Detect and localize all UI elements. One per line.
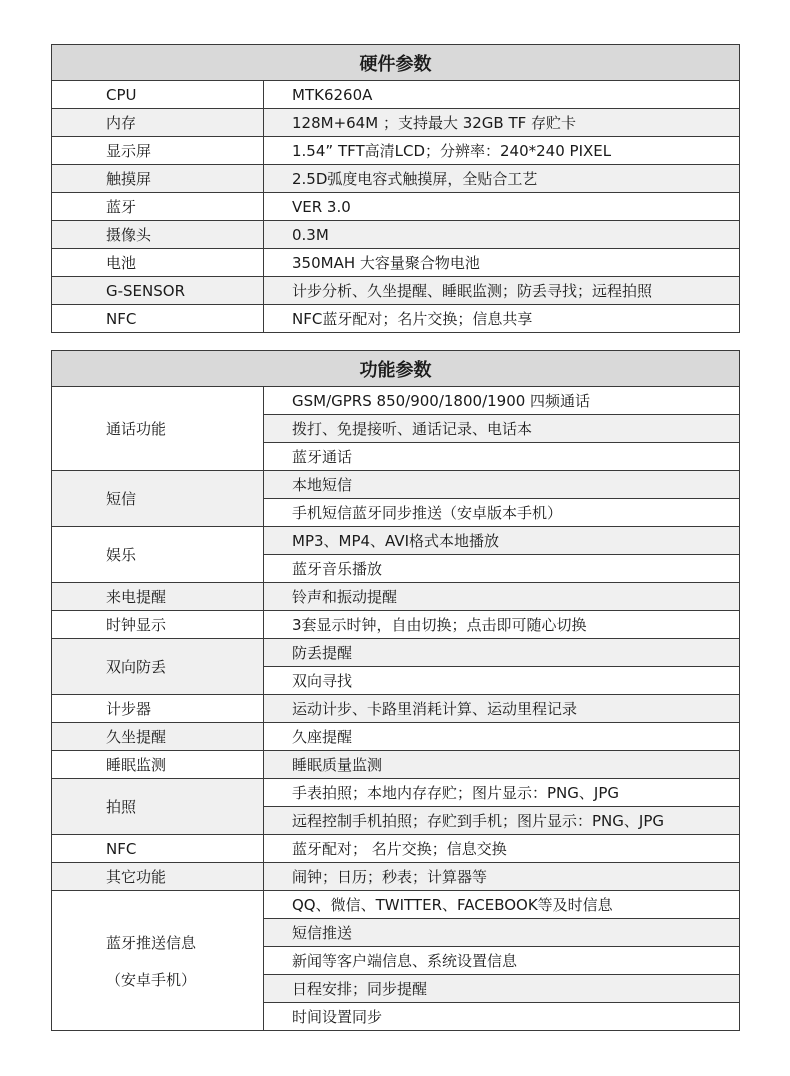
table-row — [52, 583, 740, 611]
function-label-text: 蓝牙推送信息 — [106, 933, 197, 952]
function-label-text: NFC — [106, 839, 137, 858]
spec-label: CPU — [52, 81, 264, 109]
function-value: 手机短信蓝牙同步推送（安卓版本手机） — [264, 499, 740, 527]
table-row — [52, 387, 740, 415]
function-value: 运动计步、卡路里消耗计算、运动里程记录 — [264, 695, 740, 723]
function-value: 蓝牙音乐播放 — [264, 555, 740, 583]
function-value: 闹钟；日历；秒表；计算器等 — [264, 863, 740, 891]
function-label — [52, 723, 264, 751]
function-value: 防丢提醒 — [264, 639, 740, 667]
spec-label: 蓝牙 — [52, 193, 264, 221]
function-label-text: 双向防丢 — [106, 658, 167, 676]
function-label-text: 通话功能 — [106, 420, 167, 438]
function-label — [52, 527, 264, 583]
function-value: 时间设置同步 — [264, 1003, 740, 1031]
table-row — [52, 471, 740, 499]
table-row — [52, 835, 740, 863]
table-row — [52, 249, 740, 277]
function-value: MP3、MP4、AVI格式本地播放 — [264, 527, 740, 555]
function-label — [52, 695, 264, 723]
spec-value: 128M+64M ；支持最大 32GB TF 存贮卡 — [264, 109, 740, 137]
function-label-text: 娱乐 — [106, 546, 137, 564]
function-label-text: 来电提醒 — [106, 588, 167, 606]
table-row — [52, 779, 740, 807]
function-sublabel: （安卓手机） — [106, 970, 197, 989]
spec-label: NFC — [52, 305, 264, 333]
table-row — [52, 165, 740, 193]
function-label — [52, 471, 264, 527]
function-label — [52, 779, 264, 835]
table-row — [52, 221, 740, 249]
hardware-rows — [52, 81, 740, 333]
spec-value: MTK6260A — [264, 81, 740, 109]
function-value: 蓝牙配对； 名片交换；信息交换 — [264, 835, 740, 863]
function-label-text: 睡眠监测 — [106, 756, 167, 774]
function-value: 拨打、免提接听、通话记录、电话本 — [264, 415, 740, 443]
spec-label: 电池 — [52, 249, 264, 277]
function-value: 本地短信 — [264, 471, 740, 499]
spec-value: 350MAH 大容量聚合物电池 — [264, 249, 740, 277]
function-value: 短信推送 — [264, 919, 740, 947]
spec-value: NFC蓝牙配对；名片交换；信息共享 — [264, 305, 740, 333]
function-value: 远程控制手机拍照；存贮到手机；图片显示：PNG、JPG — [264, 807, 740, 835]
function-spec-table — [51, 350, 740, 1031]
function-label-text: 计步器 — [106, 700, 152, 718]
spec-label: 摄像头 — [52, 221, 264, 249]
table-row — [52, 751, 740, 779]
spec-value: 0.3M — [264, 221, 740, 249]
spec-value: 2.5D弧度电容式触摸屏，全贴合工艺 — [264, 165, 740, 193]
table-row — [52, 109, 740, 137]
spec-label: 内存 — [52, 109, 264, 137]
function-value: 双向寻找 — [264, 667, 740, 695]
table-row — [52, 277, 740, 305]
function-label — [52, 835, 264, 863]
function-value: QQ、微信、TWITTER、FACEBOOK等及时信息 — [264, 891, 740, 919]
function-value: 蓝牙通话 — [264, 443, 740, 471]
spec-label: 触摸屏 — [52, 165, 264, 193]
table-row — [52, 611, 740, 639]
table-row — [52, 527, 740, 555]
function-label — [52, 387, 264, 471]
function-value: GSM/GPRS 850/900/1800/1900 四频通话 — [264, 387, 740, 415]
function-label-text: 时钟显示 — [106, 616, 167, 634]
function-label-text: 久坐提醒 — [106, 728, 167, 746]
function-value: 睡眠质量监测 — [264, 751, 740, 779]
function-label-text: 拍照 — [106, 798, 137, 816]
table-row — [52, 723, 740, 751]
table-row — [52, 695, 740, 723]
spec-value: 计步分析、久坐提醒、睡眠监测；防丢寻找；远程拍照 — [264, 277, 740, 305]
function-value: 久座提醒 — [264, 723, 740, 751]
function-value: 新闻等客户端信息、系统设置信息 — [264, 947, 740, 975]
function-value: 手表拍照；本地内存存贮；图片显示：PNG、JPG — [264, 779, 740, 807]
spec-label: G-SENSOR — [52, 277, 264, 305]
function-rows — [52, 387, 740, 1031]
hardware-section-title: 硬件参数 — [52, 45, 740, 81]
table-row — [52, 639, 740, 667]
function-label-text: 其它功能 — [106, 868, 167, 886]
table-row — [52, 891, 740, 919]
function-label-text: 短信 — [106, 490, 137, 508]
function-label — [52, 611, 264, 639]
function-label — [52, 583, 264, 611]
function-section-title: 功能参数 — [52, 351, 740, 387]
spec-label: 显示屏 — [52, 137, 264, 165]
table-row — [52, 193, 740, 221]
table-row — [52, 863, 740, 891]
spec-value: VER 3.0 — [264, 193, 740, 221]
function-label — [52, 751, 264, 779]
table-row — [52, 81, 740, 109]
table-row — [52, 137, 740, 165]
table-row — [52, 305, 740, 333]
function-label — [52, 639, 264, 695]
function-value: 3套显示时钟，自由切换；点击即可随心切换 — [264, 611, 740, 639]
function-value: 日程安排；同步提醒 — [264, 975, 740, 1003]
function-label — [52, 863, 264, 891]
function-label — [52, 891, 264, 1031]
spec-value: 1.54” TFT高清LCD；分辨率：240*240 PIXEL — [264, 137, 740, 165]
function-value: 铃声和振动提醒 — [264, 583, 740, 611]
hardware-spec-table — [51, 44, 740, 333]
